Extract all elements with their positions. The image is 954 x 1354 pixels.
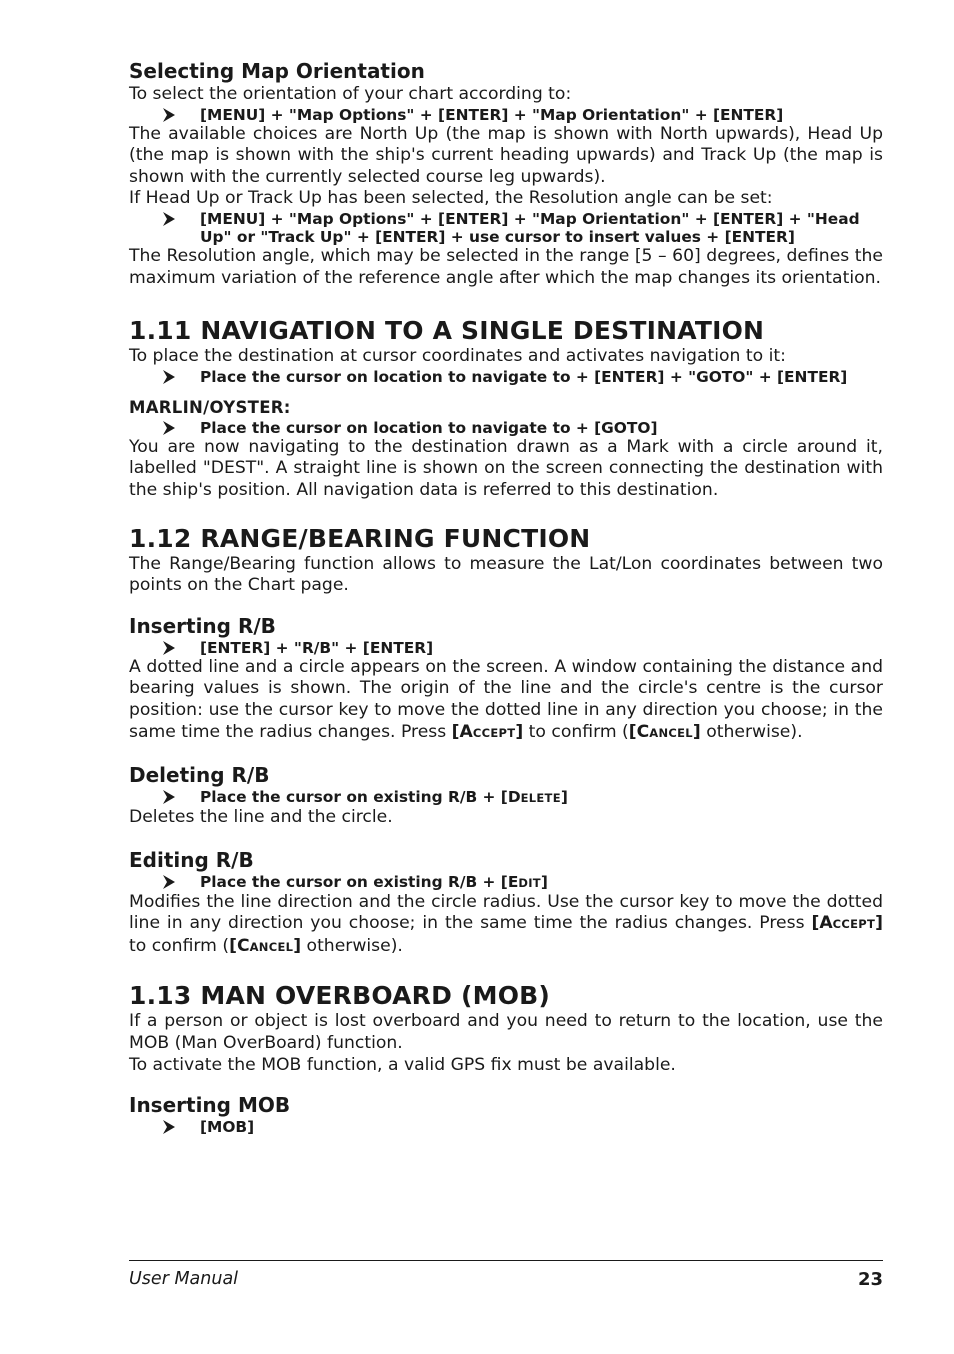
chevron-right-icon: [161, 211, 177, 227]
step-text: [MOB]: [200, 1118, 255, 1137]
page-number: 23: [857, 1269, 883, 1290]
inserting-rb-body: [129, 657, 883, 744]
step-text: Place the cursor on existing R/B + [: [200, 788, 508, 807]
otherwise-text: otherwise).: [700, 721, 803, 742]
chevron-right-icon: [161, 640, 177, 656]
navigation-step: [129, 368, 883, 386]
edit-key-rest: DIT: [518, 875, 541, 890]
accept-key: [ACCEPT]: [811, 913, 883, 934]
chevron-right-icon: [161, 369, 177, 385]
step-text: [ENTER] + "R/B" + [ENTER]: [200, 638, 434, 657]
confirm-text: to confirm (: [523, 721, 629, 742]
section-1-11-heading: 1.11 NAVIGATION TO A SINGLE DESTINATION: [129, 316, 765, 346]
deleting-rb-body: Deletes the line and the circle.: [129, 807, 393, 828]
map-orientation-step: [129, 106, 883, 124]
editing-rb-heading: Editing R/B: [129, 847, 254, 872]
inserting-mob-step: [129, 1118, 883, 1136]
map-orientation-intro: To select the orientation of your chart according to:: [129, 84, 572, 104]
editing-rb-step: Place the cursor on existing R/B + [EDIT]: [129, 873, 883, 892]
deleting-rb-heading: Deleting R/B: [129, 763, 270, 788]
body-text: Modifies the line direction and the circle radius. Use the cursor key to move the dotted line in any direction you choose; in the same time the radius changes. Press: [129, 891, 883, 934]
page-footer: [129, 1260, 883, 1290]
chevron-right-icon: [161, 789, 177, 805]
navigation-intro: To place the destination at cursor coordinates and activates navigation to it:: [129, 346, 786, 367]
map-orientation-body: The available choices are North Up (the map is shown with North upwards), Head Up (the map is shown with the ship's current heading upwards) and Track Up (the map is shown with the currently selected course leg upwards).: [129, 123, 883, 187]
navigation-body: You are now navigating to the destination drawn as a Mark with a circle around it, labelled "DEST". A straight line is shown on the screen connecting the destination with the ship's position. All navigation data is referred to this destination.: [129, 436, 883, 500]
resolution-intro: If Head Up or Track Up has been selected, the Resolution angle can be set:: [129, 188, 773, 209]
step-text: Place the cursor on location to navigate to + [GOTO]: [200, 418, 658, 437]
chevron-right-icon: [161, 1119, 177, 1135]
step-text: Place the cursor on existing R/B + [: [200, 872, 508, 891]
manual-page: [129, 58, 883, 1136]
chevron-right-icon: [161, 420, 177, 436]
mob-body: If a person or object is lost overboard and you need to return to the location, use the MOB (Man OverBoard) function.: [129, 1011, 883, 1054]
cancel-key: [CANCEL]: [628, 721, 701, 742]
cancel-key: [CANCEL]: [229, 935, 302, 956]
step-text: [MENU] + "Map Options" + [ENTER] + "Map Orientation" + [ENTER] + "Head Up" or "Track Up" + [ENTER] + use cursor to insert values + [ENTER]: [200, 209, 860, 246]
confirm-text: to confirm (: [129, 935, 230, 956]
step-text: Place the cursor on location to navigate to + [ENTER] + "GOTO" + [ENTER]: [200, 367, 848, 386]
marlin-oyster-label: MARLIN/OYSTER:: [129, 397, 291, 417]
chevron-right-icon: [161, 874, 177, 890]
chevron-right-icon: [161, 107, 177, 123]
step-text: [MENU] + "Map Options" + [ENTER] + "Map Orientation" + [ENTER]: [200, 105, 784, 124]
map-orientation-heading: Selecting Map Orientation: [129, 59, 425, 83]
section-1-13-heading: 1.13 MAN OVERBOARD (MOB): [129, 981, 551, 1011]
otherwise-text: otherwise).: [301, 935, 403, 956]
mob-gps-note: To activate the MOB function, a valid GPS fix must be available.: [129, 1054, 676, 1075]
inserting-rb-step: [129, 639, 883, 657]
section-1-12-heading: 1.12 RANGE/BEARING FUNCTION: [129, 523, 591, 553]
inserting-rb-heading: Inserting R/B: [129, 613, 276, 638]
accept-key: [ACCEPT]: [451, 721, 524, 742]
edit-key-initial: E: [507, 872, 519, 891]
body-text: A dotted line and a circle appears on the screen. A window containing the distance and bearing values is shown. The origin of the line and the circle's centre is the cursor position: use the cursor key to move the dotted line in any direction you choose; in the same time the radius changes. Press: [129, 656, 883, 742]
range-bearing-intro: The Range/Bearing function allows to measure the Lat/Lon coordinates between two points on the Chart page.: [129, 553, 883, 596]
resolution-body: The Resolution angle, which may be selected in the range [5 – 60] degrees, defines the maximum variation of the reference angle after which the map changes its orientation.: [129, 245, 883, 288]
inserting-mob-heading: Inserting MOB: [129, 1093, 291, 1118]
marlin-step: [129, 419, 883, 437]
delete-key-initial: D: [507, 788, 521, 807]
footer-title: User Manual: [129, 1269, 239, 1289]
delete-key-rest: ELETE: [520, 791, 561, 806]
editing-rb-body: [129, 892, 883, 959]
deleting-rb-step: Place the cursor on existing R/B + [DELETE]: [129, 788, 883, 807]
resolution-step: [129, 210, 883, 246]
